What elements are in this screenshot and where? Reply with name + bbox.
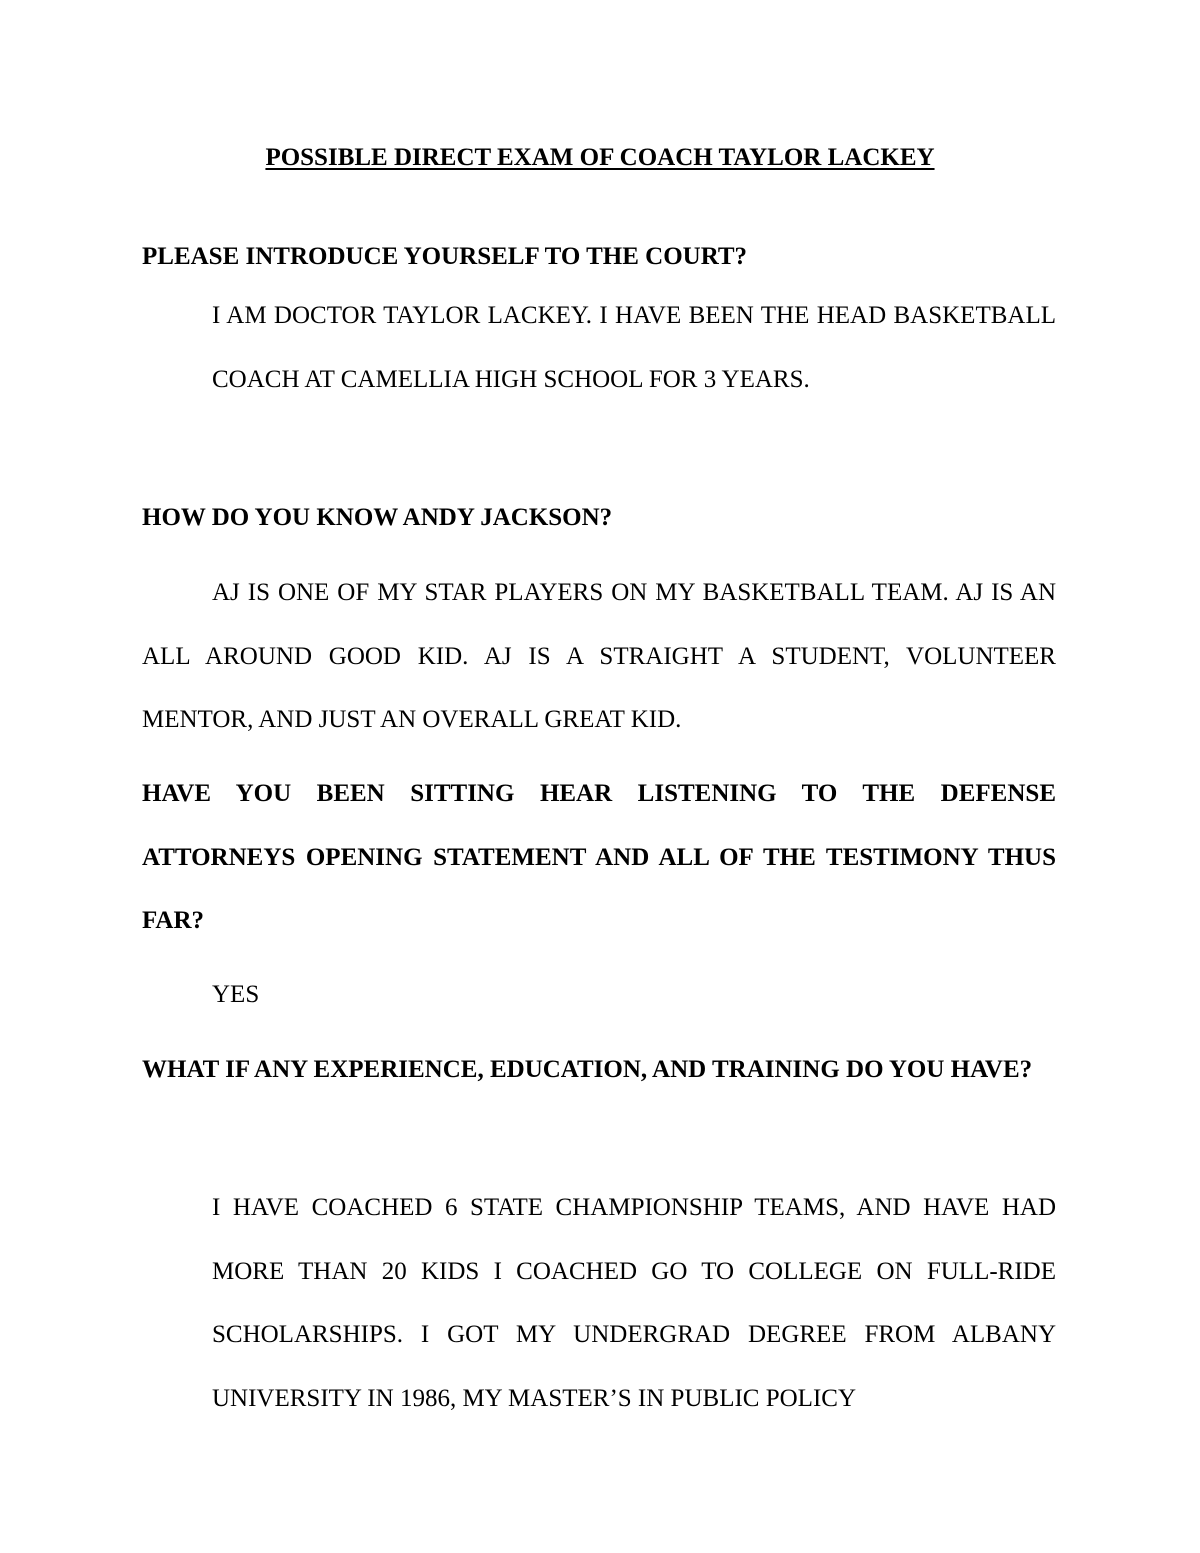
document-title: POSSIBLE DIRECT EXAM OF COACH TAYLOR LACKEY xyxy=(265,144,935,171)
answer-introduce: I AM DOCTOR TAYLOR LACKEY. I HAVE BEEN THE HEAD BASKETBALL COACH AT CAMELLIA HIGH SCHOOL FOR 3 YEARS. xyxy=(212,302,1056,393)
answer-yes: YES xyxy=(212,981,260,1008)
question-know-andy: HOW DO YOU KNOW ANDY JACKSON? xyxy=(142,504,613,531)
answer-experience: I HAVE COACHED 6 STATE CHAMPIONSHIP TEAMS, AND HAVE HAD MORE THAN 20 KIDS I COACHED GO TO COLLEGE ON FULL-RIDE SCHOLARSHIPS. I GOT MY UNDERGRAD DEGREE FROM ALBANY UNIVERSITY IN 1986, MY MASTER’S IN PUBLIC POLICY xyxy=(212,1194,1056,1412)
answer-know-andy: AJ IS ONE OF MY STAR PLAYERS ON MY BASKETBALL TEAM. AJ IS AN ALL AROUND GOOD KID. AJ IS A STRAIGHT A STUDENT, VOLUNTEER MENTOR, AND JUST AN OVERALL GREAT KID. xyxy=(142,579,1056,733)
question-listening: HAVE YOU BEEN SITTING HEAR LISTENING TO THE DEFENSE ATTORNEYS OPENING STATEMENT AND ALL OF THE TESTIMONY THUS FAR? xyxy=(142,780,1056,934)
question-introduce: PLEASE INTRODUCE YOURSELF TO THE COURT? xyxy=(142,243,748,270)
question-experience: WHAT IF ANY EXPERIENCE, EDUCATION, AND TRAINING DO YOU HAVE? xyxy=(142,1056,1033,1083)
